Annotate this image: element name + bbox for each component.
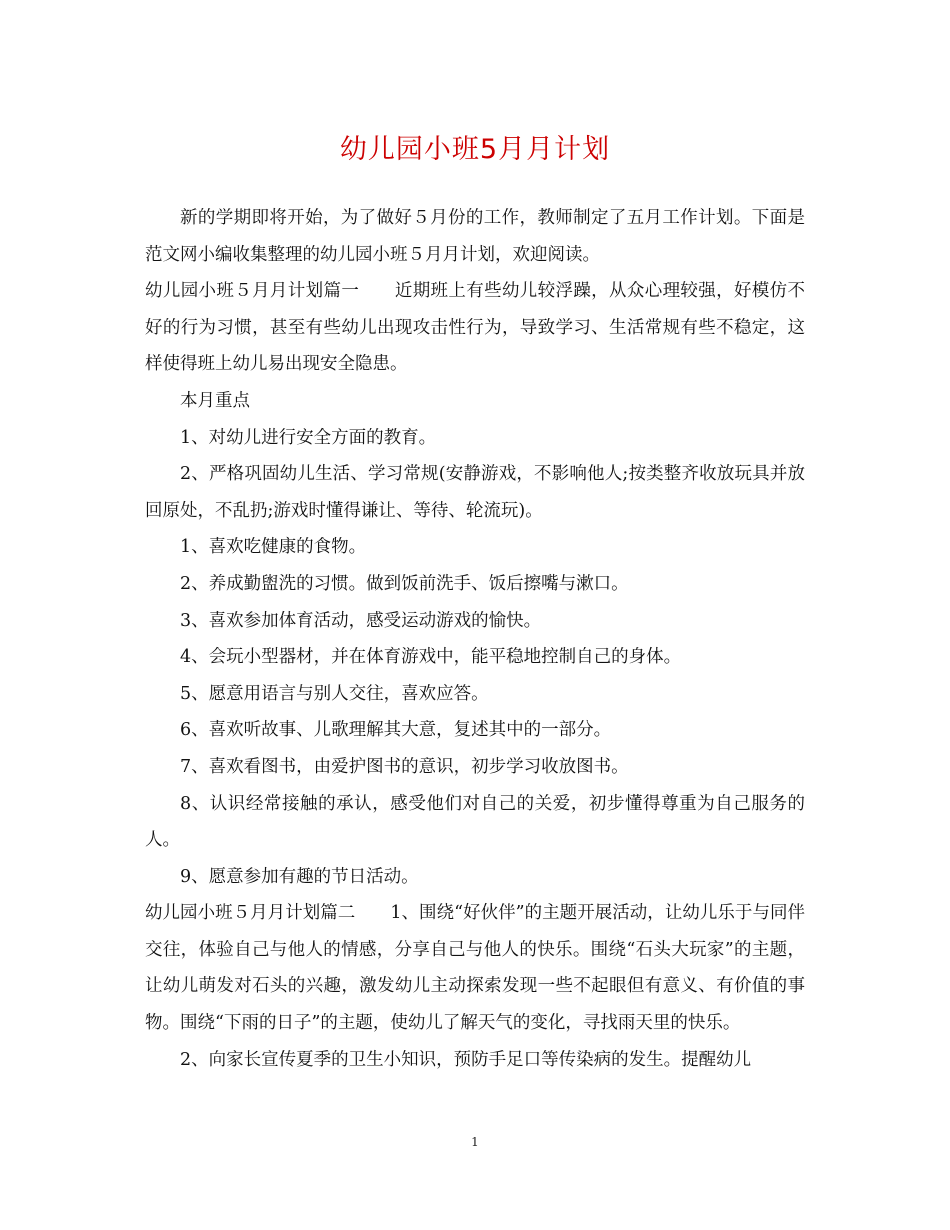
section-heading: 本月重点 xyxy=(180,390,250,411)
document-title: 幼儿园小班5月月计划 xyxy=(339,134,611,165)
list-item: 3、喜欢参加体育活动，感受运动游戏的愉快。 xyxy=(180,610,542,631)
list-item: 1、喜欢吃健康的食物。 xyxy=(180,537,367,558)
list-item: 6、喜欢听故事、儿歌理解其大意，复述其中的一部分。 xyxy=(180,720,612,741)
page-number: 1 xyxy=(471,1135,479,1149)
list-item: 7、喜欢看图书，由爱护图书的意识，初步学习收放图书。 xyxy=(180,756,629,777)
paragraph: 2、向家长宣传夏季的卫生小知识，预防手足口等传染病的发生。提醒幼儿 xyxy=(180,1049,752,1070)
paragraph: 幼儿园小班５月月计划篇一 近期班上有些幼儿较浮躁，从众心理较强，好模仿不好的行为习惯，甚至有些幼儿出现攻击性行为，导致学习、生活常规有些不稳定，这样使得班上幼儿易出现安全隐患。 xyxy=(145,281,805,375)
list-item: 1、对幼儿进行安全方面的教育。 xyxy=(180,427,437,448)
paragraph: 新的学期即将开始，为了做好５月份的工作，教师制定了五月工作计划。下面是范文网小编收集整理的幼儿园小班５月月计划，欢迎阅读。 xyxy=(145,208,805,265)
list-item: 5、愿意用语言与别人交往，喜欢应答。 xyxy=(180,683,489,704)
list-item: 2、严格巩固幼儿生活、学习常规(安静游戏，不影响他人;按类整齐收放玩具并放回原处，不乱扔;游戏时懂得谦让、等待、轮流玩)。 xyxy=(145,464,805,521)
list-item: 8、认识经常接触的承认，感受他们对自己的关爱，初步懂得尊重为自己服务的人。 xyxy=(145,793,805,851)
paragraph: 幼儿园小班５月月计划篇二 1、围绕“好伙伴”的主题开展活动，让幼儿乐于与同伴交往，体验自己与他人的情感，分享自己与他人的快乐。围绕“石头大玩家”的主题，让幼儿萌发对石头的兴趣，激发幼儿主动探索发现一些不起眼但有意义、有价值的事物。围绕“下雨的日子”的主题，使幼儿了解天气的变化，寻找雨天里的快乐。 xyxy=(145,903,805,1034)
list-item: 9、愿意参加有趣的节日活动。 xyxy=(180,866,419,887)
list-item: 2、养成勤盥洗的习惯。做到饭前洗手、饭后擦嘴与漱口。 xyxy=(180,573,629,594)
list-item: 4、会玩小型器材，并在体育游戏中，能平稳地控制自己的身体。 xyxy=(180,647,682,668)
document-body xyxy=(145,200,805,1078)
